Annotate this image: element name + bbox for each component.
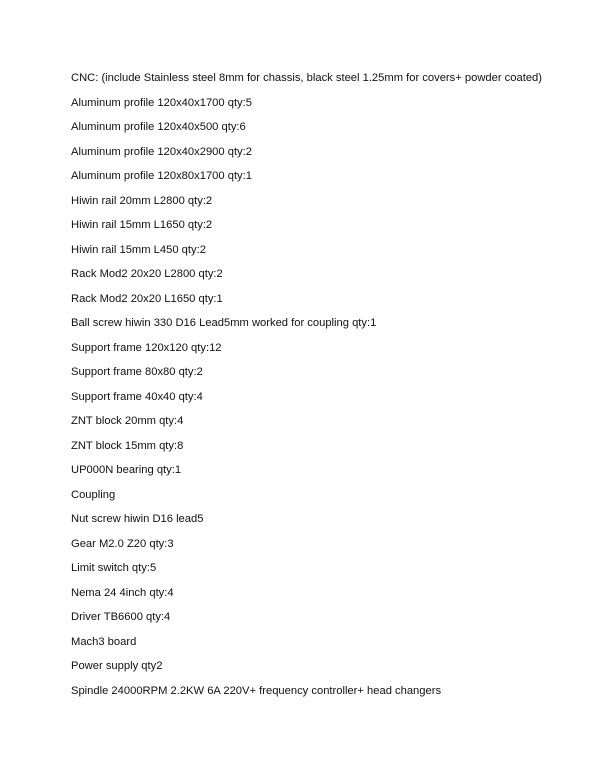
list-item: Coupling — [71, 488, 116, 501]
list-item: Support frame 40x40 qty:4 — [71, 390, 203, 403]
document-heading-line: CNC: (include Stainless steel 8mm for chassis, black steel 1.25mm for covers+ powder coated) — [71, 72, 542, 84]
list-item: Ball screw hiwin 330 D16 Lead5mm worked for coupling qty:1 — [71, 317, 377, 329]
list-item: Nut screw hiwin D16 lead5 — [71, 513, 204, 525]
list-item: Support frame 80x80 qty:2 — [71, 366, 203, 378]
list-item: Hiwin rail 15mm L1650 qty:2 — [71, 219, 213, 231]
list-item: Hiwin rail 15mm L450 qty:2 — [71, 243, 206, 256]
list-item: ZNT block 15mm qty:8 — [71, 439, 184, 452]
list-item: Aluminum profile 120x80x1700 qty:1 — [71, 170, 252, 182]
list-item: Aluminum profile 120x40x500 qty:6 — [71, 121, 246, 133]
list-item: Driver TB6600 qty:4 — [71, 611, 171, 623]
list-item: Aluminum profile 120x40x2900 qty:2 — [71, 145, 252, 158]
list-item: Mach3 board — [71, 635, 137, 648]
list-item: Spindle 24000RPM 2.2KW 6A 220V+ frequency controller+ head changers — [71, 684, 442, 697]
list-item: Hiwin rail 20mm L2800 qty:2 — [71, 194, 213, 207]
list-item: Support frame 120x120 qty:12 — [71, 341, 222, 354]
list-item: Aluminum profile 120x40x1700 qty:5 — [71, 96, 252, 109]
list-item: Rack Mod2 20x20 L2800 qty:2 — [71, 268, 223, 280]
list-item: Power supply qty2 — [71, 660, 163, 672]
list-item: Gear M2.0 Z20 qty:3 — [71, 537, 174, 550]
parts-list — [71, 70, 591, 707]
list-item: Rack Mod2 20x20 L1650 qty:1 — [71, 292, 223, 305]
list-item: ZNT block 20mm qty:4 — [71, 415, 184, 427]
list-item: UP000N bearing qty:1 — [71, 464, 182, 476]
list-item: Nema 24 4inch qty:4 — [71, 586, 174, 599]
list-item: Limit switch qty:5 — [71, 562, 157, 574]
